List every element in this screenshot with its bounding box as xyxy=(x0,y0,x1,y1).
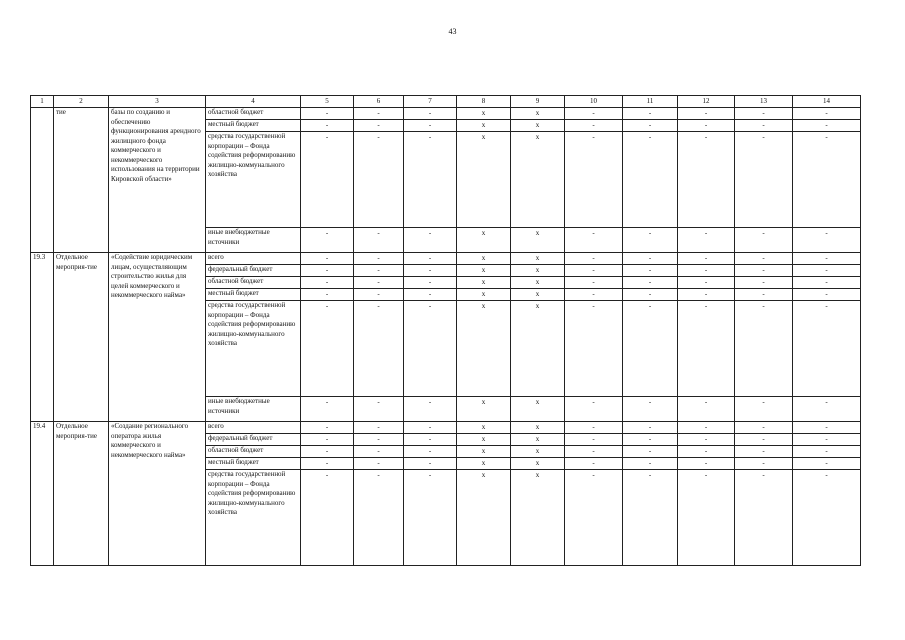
value-cell: - xyxy=(793,289,861,301)
value-cell: - xyxy=(565,422,623,434)
value-cell: - xyxy=(678,397,735,422)
value-cell: x xyxy=(457,108,511,120)
value-cell: - xyxy=(793,397,861,422)
value-cell: x xyxy=(511,132,565,228)
value-cell: - xyxy=(793,446,861,458)
value-cell: - xyxy=(793,132,861,228)
value-cell: - xyxy=(565,108,623,120)
value-cell: - xyxy=(793,277,861,289)
value-cell: - xyxy=(301,301,354,397)
value-cell: x xyxy=(511,277,565,289)
value-cell: - xyxy=(354,458,404,470)
item-number: 19.4 xyxy=(31,422,54,566)
value-cell: - xyxy=(404,132,457,228)
value-cell: - xyxy=(404,422,457,434)
funding-source: всего xyxy=(206,422,301,434)
value-cell: - xyxy=(354,446,404,458)
funding-source: средства государственной корпорации – Фонда содействия реформированию жилищно-коммунального хозяйства xyxy=(206,132,301,228)
column-header-3: 3 xyxy=(109,96,206,108)
value-cell: - xyxy=(793,120,861,132)
value-cell: - xyxy=(678,458,735,470)
value-cell: x xyxy=(457,301,511,397)
value-cell: - xyxy=(565,301,623,397)
value-cell: - xyxy=(623,132,678,228)
value-cell: - xyxy=(623,458,678,470)
value-cell: - xyxy=(301,289,354,301)
value-cell: - xyxy=(354,301,404,397)
value-cell: - xyxy=(404,301,457,397)
funding-source: местный бюджет xyxy=(206,289,301,301)
value-cell: - xyxy=(301,277,354,289)
item-title: «Создание регионального оператора жилья коммерческого и некоммерческого найма» xyxy=(109,422,206,566)
value-cell: - xyxy=(301,446,354,458)
value-cell: - xyxy=(354,422,404,434)
value-cell: - xyxy=(301,132,354,228)
value-cell: x xyxy=(457,470,511,566)
value-cell: x xyxy=(457,422,511,434)
value-cell: - xyxy=(404,458,457,470)
value-cell: - xyxy=(793,301,861,397)
value-cell: - xyxy=(678,434,735,446)
value-cell: - xyxy=(678,253,735,265)
value-cell: x xyxy=(511,446,565,458)
column-header-11: 11 xyxy=(623,96,678,108)
value-cell: - xyxy=(565,265,623,277)
value-cell: - xyxy=(678,422,735,434)
column-header-14: 14 xyxy=(793,96,861,108)
value-cell: - xyxy=(404,397,457,422)
value-cell: - xyxy=(793,253,861,265)
value-cell: x xyxy=(457,397,511,422)
value-cell: - xyxy=(623,120,678,132)
value-cell: - xyxy=(678,301,735,397)
item-title: «Содействие юридическим лицам, осуществляющим строительство жилья для целей коммерческого и некоммерческого найма» xyxy=(109,253,206,422)
value-cell: - xyxy=(565,277,623,289)
value-cell: - xyxy=(354,265,404,277)
funding-source: иные внебюджетные источники xyxy=(206,397,301,422)
item-type: Отдельное мероприя-тие xyxy=(54,422,109,566)
value-cell: - xyxy=(678,289,735,301)
value-cell: - xyxy=(565,289,623,301)
value-cell: - xyxy=(301,120,354,132)
value-cell: x xyxy=(511,397,565,422)
value-cell: - xyxy=(623,434,678,446)
page-number: 43 xyxy=(448,27,457,36)
item-title: базы по созданию и обеспечению функционирования арендного жилищного фонда коммерческого и некоммерческого использования на территории Кировской области» xyxy=(109,108,206,253)
column-header-9: 9 xyxy=(511,96,565,108)
value-cell: - xyxy=(735,470,793,566)
value-cell: - xyxy=(735,446,793,458)
item-type: Отдельное мероприя-тие xyxy=(54,253,109,422)
funding-source: местный бюджет xyxy=(206,120,301,132)
value-cell: - xyxy=(793,228,861,253)
value-cell: - xyxy=(404,120,457,132)
funding-source: средства государственной корпорации – Фонда содействия реформированию жилищно-коммунального хозяйства xyxy=(206,301,301,397)
funding-source: иные внебюджетные источники xyxy=(206,228,301,253)
value-cell: - xyxy=(735,434,793,446)
value-cell: x xyxy=(511,253,565,265)
value-cell: x xyxy=(457,446,511,458)
value-cell: - xyxy=(735,108,793,120)
value-cell: - xyxy=(404,265,457,277)
value-cell: - xyxy=(793,108,861,120)
value-cell: x xyxy=(511,470,565,566)
value-cell: - xyxy=(404,253,457,265)
table-row xyxy=(31,253,861,265)
value-cell: - xyxy=(678,470,735,566)
value-cell: - xyxy=(404,228,457,253)
funding-source: средства государственной корпорации – Фонда содействия реформированию жилищно-коммунального хозяйства xyxy=(206,470,301,566)
table-row xyxy=(31,422,861,434)
value-cell: - xyxy=(623,289,678,301)
funding-source: областной бюджет xyxy=(206,108,301,120)
value-cell: - xyxy=(735,397,793,422)
column-header-2: 2 xyxy=(54,96,109,108)
value-cell: - xyxy=(301,253,354,265)
column-header-6: 6 xyxy=(354,96,404,108)
value-cell: - xyxy=(793,470,861,566)
value-cell: - xyxy=(301,434,354,446)
value-cell: x xyxy=(511,422,565,434)
value-cell: - xyxy=(793,265,861,277)
value-cell: - xyxy=(623,253,678,265)
column-header-8: 8 xyxy=(457,96,511,108)
value-cell: - xyxy=(735,265,793,277)
value-cell: - xyxy=(354,108,404,120)
value-cell: - xyxy=(301,397,354,422)
value-cell: x xyxy=(457,277,511,289)
value-cell: - xyxy=(404,289,457,301)
funding-source: федеральный бюджет xyxy=(206,434,301,446)
value-cell: x xyxy=(457,120,511,132)
value-cell: - xyxy=(354,434,404,446)
funding-source: местный бюджет xyxy=(206,458,301,470)
value-cell: x xyxy=(511,228,565,253)
value-cell: x xyxy=(457,228,511,253)
column-header-1: 1 xyxy=(31,96,54,108)
value-cell: - xyxy=(565,446,623,458)
budget-table xyxy=(30,95,861,566)
value-cell: x xyxy=(457,458,511,470)
table-row xyxy=(31,108,861,120)
value-cell: - xyxy=(301,265,354,277)
value-cell: - xyxy=(354,289,404,301)
value-cell: - xyxy=(735,253,793,265)
value-cell: x xyxy=(457,265,511,277)
value-cell: - xyxy=(404,446,457,458)
value-cell: - xyxy=(623,397,678,422)
value-cell: x xyxy=(457,434,511,446)
column-header-12: 12 xyxy=(678,96,735,108)
funding-source: всего xyxy=(206,253,301,265)
value-cell: - xyxy=(354,132,404,228)
value-cell: - xyxy=(623,446,678,458)
value-cell: - xyxy=(354,470,404,566)
value-cell: - xyxy=(735,458,793,470)
value-cell: x xyxy=(511,458,565,470)
value-cell: - xyxy=(735,132,793,228)
value-cell: - xyxy=(678,228,735,253)
value-cell: - xyxy=(565,253,623,265)
value-cell: - xyxy=(565,228,623,253)
value-cell: - xyxy=(793,422,861,434)
value-cell: - xyxy=(404,277,457,289)
value-cell: - xyxy=(354,397,404,422)
value-cell: x xyxy=(457,253,511,265)
value-cell: - xyxy=(623,277,678,289)
value-cell: - xyxy=(735,422,793,434)
value-cell: x xyxy=(457,289,511,301)
value-cell: - xyxy=(678,108,735,120)
value-cell: - xyxy=(735,120,793,132)
value-cell: - xyxy=(404,108,457,120)
item-number xyxy=(31,108,54,253)
value-cell: - xyxy=(301,108,354,120)
value-cell: - xyxy=(565,397,623,422)
value-cell: - xyxy=(793,458,861,470)
value-cell: x xyxy=(511,434,565,446)
value-cell: - xyxy=(565,132,623,228)
column-header-7: 7 xyxy=(404,96,457,108)
value-cell: - xyxy=(301,458,354,470)
value-cell: - xyxy=(354,228,404,253)
value-cell: - xyxy=(301,422,354,434)
value-cell: - xyxy=(623,422,678,434)
value-cell: - xyxy=(301,228,354,253)
value-cell: - xyxy=(565,120,623,132)
value-cell: - xyxy=(354,253,404,265)
value-cell: - xyxy=(678,265,735,277)
value-cell: - xyxy=(793,434,861,446)
value-cell: - xyxy=(735,301,793,397)
funding-source: областной бюджет xyxy=(206,446,301,458)
value-cell: - xyxy=(735,289,793,301)
value-cell: - xyxy=(623,108,678,120)
header-row xyxy=(31,96,861,108)
value-cell: - xyxy=(354,120,404,132)
value-cell: - xyxy=(565,458,623,470)
value-cell: - xyxy=(354,277,404,289)
value-cell: - xyxy=(623,228,678,253)
value-cell: x xyxy=(511,120,565,132)
item-number: 19.3 xyxy=(31,253,54,422)
column-header-13: 13 xyxy=(735,96,793,108)
value-cell: x xyxy=(511,301,565,397)
value-cell: x xyxy=(511,108,565,120)
column-header-4: 4 xyxy=(206,96,301,108)
column-header-10: 10 xyxy=(565,96,623,108)
value-cell: - xyxy=(678,132,735,228)
value-cell: - xyxy=(678,120,735,132)
value-cell: - xyxy=(404,434,457,446)
value-cell: - xyxy=(678,446,735,458)
value-cell: - xyxy=(735,277,793,289)
value-cell: x xyxy=(457,132,511,228)
value-cell: - xyxy=(565,434,623,446)
funding-source: областной бюджет xyxy=(206,277,301,289)
value-cell: x xyxy=(511,289,565,301)
value-cell: - xyxy=(404,470,457,566)
value-cell: x xyxy=(511,265,565,277)
value-cell: - xyxy=(623,265,678,277)
column-header-5: 5 xyxy=(301,96,354,108)
item-type: тие xyxy=(54,108,109,253)
value-cell: - xyxy=(678,277,735,289)
value-cell: - xyxy=(301,470,354,566)
value-cell: - xyxy=(735,228,793,253)
value-cell: - xyxy=(623,470,678,566)
value-cell: - xyxy=(623,301,678,397)
funding-source: федеральный бюджет xyxy=(206,265,301,277)
value-cell: - xyxy=(565,470,623,566)
